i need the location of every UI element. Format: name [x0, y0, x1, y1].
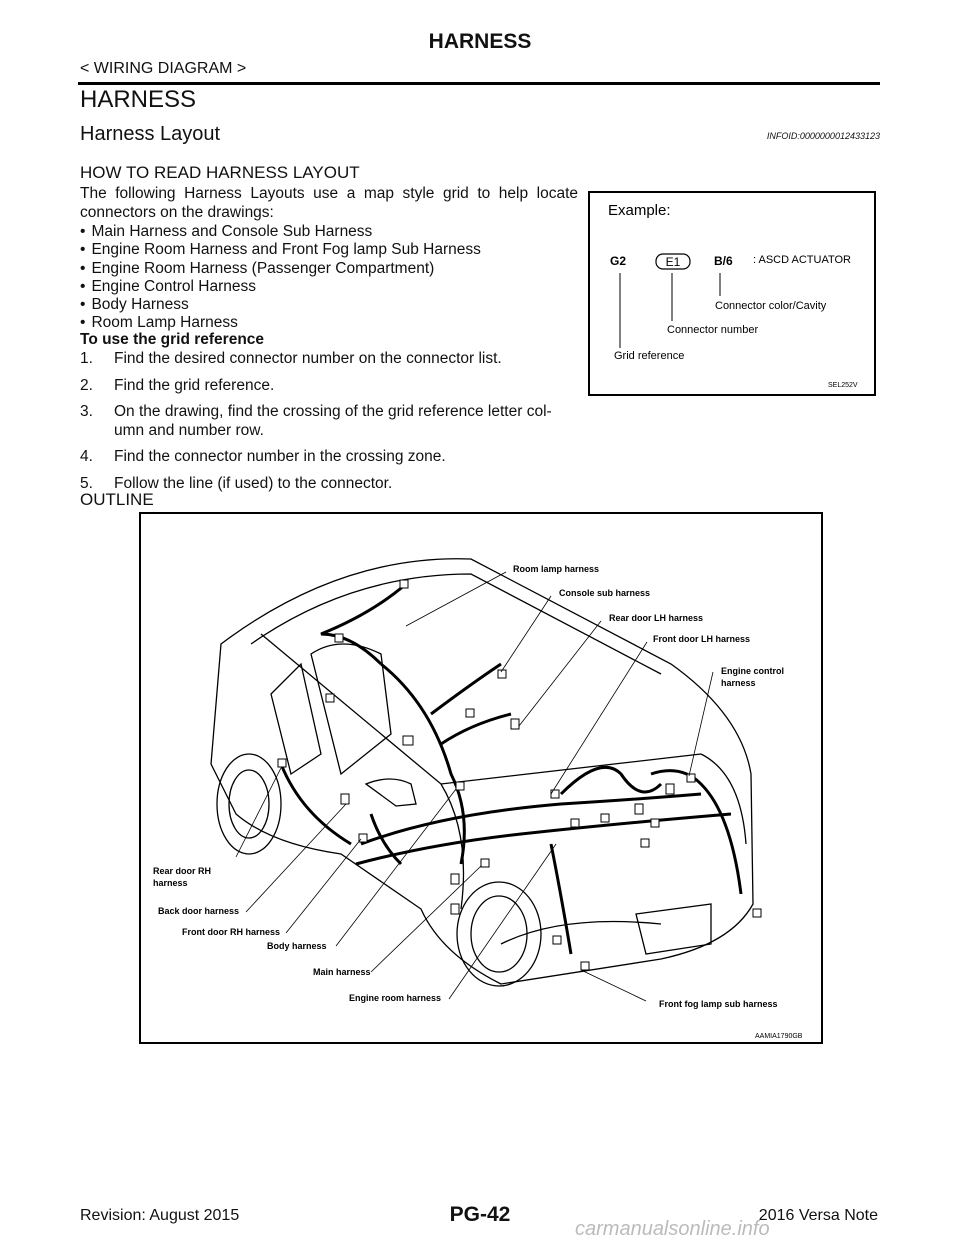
list-item: • Room Lamp Harness: [80, 314, 481, 332]
connector-description: : ASCD ACTUATOR: [753, 254, 852, 266]
list-item: • Main Harness and Console Sub Harness: [80, 223, 481, 241]
list-item: • Engine Room Harness and Front Fog lamp Sub Harness: [80, 241, 481, 259]
room-lamp-label: Room lamp harness: [513, 564, 600, 574]
subsection-title: Harness Layout: [80, 123, 221, 145]
outline-heading: OUTLINE: [80, 490, 154, 509]
harness-outline-figure: [139, 512, 823, 1044]
example-diagram: [590, 193, 874, 394]
engine-control-label-line2: harness: [721, 678, 756, 688]
grid-code: G2: [610, 254, 627, 268]
header-rule: [78, 82, 880, 85]
step-number: 3.: [80, 403, 93, 420]
body-harness-label: Body harness: [267, 941, 327, 951]
front-door-lh-label: Front door LH harness: [653, 634, 751, 644]
rear-door-lh-label: Rear door LH harness: [609, 613, 704, 623]
step-number: 2.: [80, 376, 93, 394]
engine-room-label: Engine room harness: [349, 993, 442, 1003]
intro-paragraph: The following Harness Layouts use a map style grid to help locate connectors on the drawings:: [80, 185, 578, 221]
page-header-title: HARNESS: [428, 30, 532, 53]
step-text: Find the desired connector number on the connector list.: [114, 350, 502, 367]
figure-code: SEL252V: [828, 382, 858, 389]
info-id: INFOID:0000000012433123: [766, 131, 880, 141]
grid-reference-caption: Grid reference: [614, 350, 685, 362]
list-item: • Engine Control Harness: [80, 278, 481, 296]
step-number: 5.: [80, 474, 93, 492]
example-title: Example:: [608, 202, 671, 219]
rear-door-rh-label-line2: harness: [153, 878, 188, 888]
step-text: Find the connector number in the crossing zone.: [114, 448, 446, 465]
section-breadcrumb: < WIRING DIAGRAM >: [80, 60, 247, 77]
console-sub-label: Console sub harness: [559, 588, 651, 598]
steps-list: [80, 350, 580, 501]
section-title: HARNESS: [80, 86, 197, 113]
step-text: On the drawing, find the crossing of the grid reference letter col-umn and number row.: [114, 403, 552, 439]
wheel-group: [217, 754, 541, 986]
example-figure: [588, 191, 876, 396]
main-harness-label: Main harness: [313, 967, 371, 977]
back-door-label: Back door harness: [158, 906, 240, 916]
figure-code: AAMIA1790GB: [755, 1033, 803, 1040]
list-item: • Body Harness: [80, 296, 481, 314]
rear-door-rh-label: Rear door RH: [153, 866, 212, 876]
page-number: PG-42: [449, 1203, 511, 1226]
harness-list: [80, 223, 481, 333]
front-fog-label: Front fog lamp sub harness: [659, 999, 778, 1009]
grid-reference-label: To use the grid reference: [80, 331, 265, 348]
engine-control-label: Engine control: [721, 666, 784, 676]
step-item: [80, 448, 580, 467]
step-item: [80, 350, 580, 369]
harness-labels: [153, 564, 784, 1009]
list-item: • Engine Room Harness (Passenger Compartment): [80, 260, 481, 278]
how-to-heading: HOW TO READ HARNESS LAYOUT: [80, 163, 360, 182]
revision-date: Revision: August 2015: [80, 1207, 240, 1224]
step-text: Follow the line (if used) to the connector.: [114, 474, 393, 492]
front-door-rh-label: Front door RH harness: [182, 927, 281, 937]
step-item: [80, 403, 580, 440]
vehicle-model: 2016 Versa Note: [758, 1207, 878, 1224]
step-number: 4.: [80, 448, 93, 465]
harness-outline-diagram: [141, 514, 821, 1042]
connector-code: E1: [665, 255, 681, 269]
step-item: [80, 475, 580, 494]
color-cavity-label: Connector color/Cavity: [715, 300, 827, 312]
step-item: [80, 377, 580, 396]
connector-number-label: Connector number: [667, 324, 759, 336]
color-cavity-code: B/6: [714, 254, 733, 268]
step-text: Find the grid reference.: [114, 376, 275, 394]
watermark: carmanualsonline.info: [575, 1218, 770, 1240]
step-number: 1.: [80, 350, 93, 367]
